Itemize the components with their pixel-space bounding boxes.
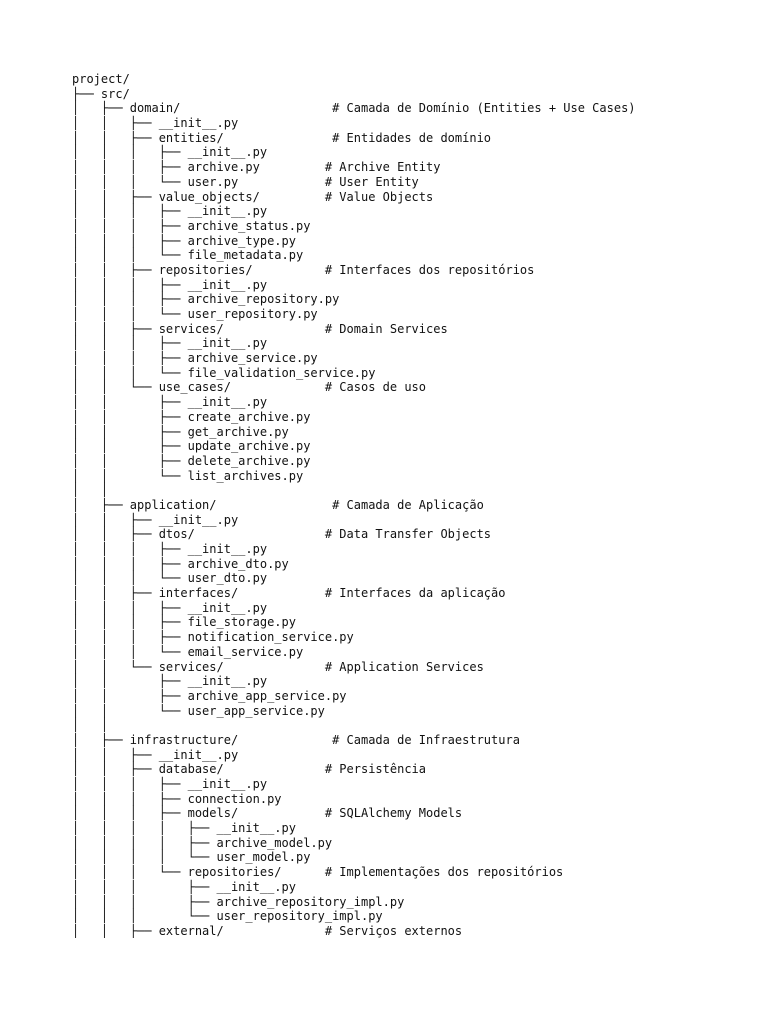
tree-line: ├── src/ (72, 86, 130, 101)
tree-line: │ │ │ ├── __init__.py (72, 777, 268, 791)
tree-line: │ │ ├── database/ # Persistência (72, 762, 427, 777)
tree-line: │ │ ├── value_objects/ # Value Objects (72, 189, 434, 204)
tree-line: │ │ (72, 718, 109, 733)
tree-line: │ │ │ └── user_repository_impl.py (72, 909, 383, 924)
tree-line: │ │ │ └── user_dto.py (72, 571, 268, 586)
tree-line: │ │ ├── services/ # Domain Services (72, 321, 448, 336)
tree-line: │ │ └── services/ # Application Services (72, 659, 484, 674)
tree-line: │ │ │ ├── file_storage.py (72, 615, 296, 630)
tree-line: │ │ │ ├── archive.py # Archive Entity (72, 160, 441, 175)
tree-line: │ │ │ ├── __init__.py (72, 204, 268, 219)
tree-line: │ │ │ ├── archive_status.py (72, 218, 311, 233)
tree-line: │ │ │ │ ├── __init__.py (72, 821, 296, 836)
tree-line: │ │ (72, 483, 109, 498)
tree-line: │ │ │ ├── __init__.py (72, 277, 268, 292)
tree-line: │ ├── infrastructure/ # Camada de Infraestrutura (72, 732, 520, 747)
tree-line: │ │ │ ├── __init__.py (72, 336, 268, 351)
tree-line: │ │ │ ├── models/ # SQLAlchemy Models (72, 806, 463, 821)
tree-line: │ │ ├── repositories/ # Interfaces dos repositórios (72, 262, 535, 277)
tree-line: │ │ │ └── user.py # User Entity (72, 174, 419, 189)
tree-line: │ │ ├── dtos/ # Data Transfer Objects (72, 527, 492, 542)
tree-line: │ │ │ ├── __init__.py (72, 542, 268, 556)
tree-line: │ ├── domain/ # Camada de Domínio (Entities + Use Cases) (72, 101, 636, 116)
tree-line: │ │ │ │ ├── archive_model.py (72, 835, 333, 850)
tree-line: │ │ ├── update_archive.py (72, 439, 311, 454)
tree-line: │ │ ├── __init__.py (72, 395, 268, 410)
tree-line: │ │ │ │ └── user_model.py (72, 850, 311, 865)
tree-line: │ │ ├── external/ # Serviços externos (72, 923, 463, 938)
tree-line: │ │ ├── delete_archive.py (72, 453, 311, 468)
tree-line: │ │ │ ├── __init__.py (72, 145, 268, 160)
tree-line: │ │ │ ├── archive_service.py (72, 351, 318, 366)
tree-line: │ │ └── use_cases/ # Casos de uso (72, 380, 427, 395)
tree-line: │ │ ├── __init__.py (72, 674, 268, 689)
tree-line: │ │ ├── __init__.py (72, 747, 239, 762)
tree-line: │ │ ├── __init__.py (72, 512, 239, 527)
tree-line: │ │ │ └── user_repository.py (72, 307, 318, 321)
tree-line: │ │ │ ├── notification_service.py (72, 630, 354, 645)
tree-line: │ │ │ ├── connection.py (72, 791, 282, 806)
tree-line: │ │ └── user_app_service.py (72, 703, 325, 718)
tree-line: │ │ ├── create_archive.py (72, 409, 311, 424)
tree-line: │ │ │ ├── __init__.py (72, 879, 296, 894)
tree-line: │ ├── application/ # Camada de Aplicação (72, 497, 484, 512)
tree-line: │ │ │ └── file_validation_service.py (72, 365, 376, 380)
tree-line: project/ (72, 72, 130, 86)
tree-line: │ │ ├── archive_app_service.py (72, 688, 347, 703)
directory-tree (72, 72, 636, 939)
tree-line: │ │ ├── entities/ # Entidades de domínio (72, 130, 492, 145)
tree-line: │ │ ├── __init__.py (72, 116, 239, 131)
tree-line: │ │ ├── interfaces/ # Interfaces da aplicação (72, 586, 506, 601)
tree-line: │ │ └── list_archives.py (72, 468, 304, 483)
tree-line: │ │ ├── get_archive.py (72, 424, 289, 439)
tree-line: │ │ │ └── email_service.py (72, 644, 304, 659)
tree-line: │ │ │ ├── archive_repository_impl.py (72, 894, 405, 909)
tree-line: │ │ │ ├── archive_repository.py (72, 292, 340, 307)
tree-line: │ │ │ └── repositories/ # Implementações dos repositórios (72, 865, 564, 880)
tree-line: │ │ │ ├── archive_dto.py (72, 556, 289, 571)
tree-line: │ │ │ └── file_metadata.py (72, 248, 304, 263)
tree-line: │ │ │ ├── archive_type.py (72, 233, 296, 248)
tree-line: │ │ │ ├── __init__.py (72, 600, 268, 615)
